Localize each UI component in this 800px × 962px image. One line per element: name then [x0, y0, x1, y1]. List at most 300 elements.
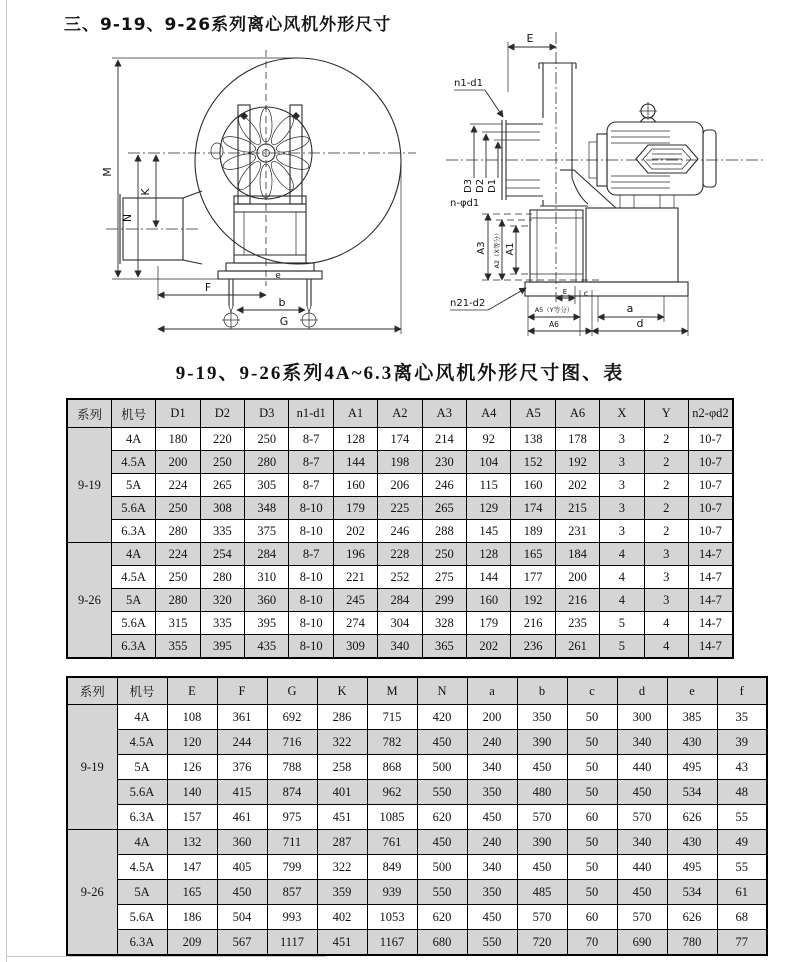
table-cell: 165	[511, 543, 555, 566]
table-cell: 360	[217, 830, 267, 855]
table-cell: 145	[467, 520, 511, 543]
table-cell: 300	[617, 705, 667, 730]
table-cell: 14-7	[688, 566, 733, 589]
table-cell: 230	[422, 451, 466, 474]
column-header: n2-φd2	[688, 399, 733, 428]
column-header: M	[367, 677, 417, 705]
table-cell: 310	[245, 566, 289, 589]
table-cell: 4A	[111, 543, 155, 566]
table-cell: 68	[717, 905, 767, 930]
table-cell: 144	[333, 451, 377, 474]
dimensions-table-1	[66, 398, 734, 659]
table-cell: 450	[467, 805, 517, 830]
table-cell: 340	[378, 635, 422, 659]
table-cell: 49	[717, 830, 767, 855]
table-cell: 250	[156, 497, 200, 520]
column-header: n1-d1	[289, 399, 333, 428]
table-cell: 450	[617, 780, 667, 805]
table-cell: 60	[567, 905, 617, 930]
table-cell: 250	[422, 543, 466, 566]
dim-label-A5: A5（Y等分）	[534, 306, 574, 314]
table-cell: 504	[217, 905, 267, 930]
table-cell: 8-7	[289, 474, 333, 497]
table-cell: 6.3A	[111, 635, 155, 659]
table-cell: 240	[467, 730, 517, 755]
table-cell: 375	[245, 520, 289, 543]
table-row	[67, 780, 767, 805]
table-cell: 50	[567, 780, 617, 805]
table-cell: 305	[245, 474, 289, 497]
table-cell: 550	[417, 780, 467, 805]
table-cell: 500	[417, 855, 467, 880]
table-cell: 244	[217, 730, 267, 755]
table-cell: 962	[367, 780, 417, 805]
table-cell: 3	[600, 520, 644, 543]
table-cell: 128	[467, 543, 511, 566]
table-cell: 50	[567, 705, 617, 730]
table-cell: 157	[167, 805, 217, 830]
table-cell: 359	[317, 880, 367, 905]
column-header: D1	[156, 399, 200, 428]
table-cell: 335	[200, 520, 244, 543]
table-cell: 140	[167, 780, 217, 805]
column-header: D3	[245, 399, 289, 428]
table-row	[67, 451, 733, 474]
table-cell: 8-7	[289, 428, 333, 451]
fan-front-view-diagram	[98, 48, 420, 344]
table-cell: 5A	[117, 880, 167, 905]
dim-label-e: e	[275, 271, 281, 281]
table-cell: 236	[511, 635, 555, 659]
column-header: 机号	[117, 677, 167, 705]
table-cell: 395	[245, 612, 289, 635]
dim-label-K: K	[139, 188, 152, 196]
table-cell: 196	[333, 543, 377, 566]
dim-label-E-top: E	[526, 32, 534, 45]
lifting-eyebolt	[639, 102, 657, 122]
column-header: G	[267, 677, 317, 705]
table-cell: 4	[600, 589, 644, 612]
fan-scroll-casing	[195, 58, 401, 264]
label-n21-d2: n21-d2	[450, 298, 486, 309]
table-cell: 4A	[117, 830, 167, 855]
table-cell: 8-10	[289, 566, 333, 589]
table-cell: 288	[422, 520, 466, 543]
table-cell: 939	[367, 880, 417, 905]
table-cell: 280	[245, 451, 289, 474]
table-cell: 221	[333, 566, 377, 589]
table-cell: 450	[617, 880, 667, 905]
table-cell: 550	[467, 930, 517, 956]
table-cell: 782	[367, 730, 417, 755]
table-cell: 495	[667, 855, 717, 880]
dim-label-A6: A6	[549, 320, 559, 329]
column-header: 机号	[111, 399, 155, 428]
table-cell: 5A	[111, 589, 155, 612]
table-cell: 350	[517, 705, 567, 730]
table-cell: 128	[333, 428, 377, 451]
table-cell: 77	[717, 930, 767, 956]
table-cell: 254	[200, 543, 244, 566]
table-cell: 2	[644, 451, 688, 474]
dim-label-c: c	[583, 289, 589, 298]
table-cell: 104	[467, 451, 511, 474]
dimension-K	[139, 155, 156, 227]
table-cell: 975	[267, 805, 317, 830]
table-cell: 626	[667, 805, 717, 830]
dimensions-table-2	[66, 676, 768, 956]
table-cell: 189	[511, 520, 555, 543]
table-cell: 500	[417, 755, 467, 780]
table-cell: 385	[667, 705, 717, 730]
table-cell: 92	[467, 428, 511, 451]
table-cell: 435	[245, 635, 289, 659]
callout-n21-d2	[450, 288, 526, 310]
dimension-N	[121, 155, 138, 277]
table-cell: 160	[467, 589, 511, 612]
table-cell: 250	[245, 428, 289, 451]
table-cell: 720	[517, 930, 567, 956]
table-cell: 48	[717, 780, 767, 805]
table-cell: 215	[555, 497, 599, 520]
table-cell: 10-7	[688, 451, 733, 474]
table-cell: 8-7	[289, 451, 333, 474]
table-cell: 692	[267, 705, 317, 730]
table-row	[67, 474, 733, 497]
table-cell: 179	[333, 497, 377, 520]
table-cell: 174	[511, 497, 555, 520]
table-cell: 715	[367, 705, 417, 730]
table-cell: 315	[156, 612, 200, 635]
table-cell: 415	[217, 780, 267, 805]
table-cell: 451	[317, 805, 367, 830]
label-n1-d1: n1-d1	[454, 78, 484, 89]
table-row	[67, 635, 733, 659]
table-cell: 180	[156, 428, 200, 451]
table-cell: 220	[200, 428, 244, 451]
table-cell: 5	[600, 612, 644, 635]
dimension-bottom-rows	[528, 286, 688, 336]
table-cell: 200	[555, 566, 599, 589]
table-cell: 322	[317, 730, 367, 755]
dim-label-E-bottom: E	[562, 288, 568, 296]
table-cell: 461	[217, 805, 267, 830]
table-cell: 620	[417, 805, 467, 830]
table-cell: 129	[467, 497, 511, 520]
table-cell: 450	[417, 730, 467, 755]
table-cell: 1085	[367, 805, 417, 830]
table-cell: 401	[317, 780, 367, 805]
table-cell: 55	[717, 805, 767, 830]
table-row	[67, 755, 767, 780]
table-cell: 10-7	[688, 520, 733, 543]
table-cell: 246	[422, 474, 466, 497]
dim-label-G: G	[279, 315, 289, 328]
table-cell: 402	[317, 905, 367, 930]
table-row	[67, 566, 733, 589]
header-row	[67, 399, 733, 428]
dimension-A3-A2-A1	[476, 214, 600, 280]
series-label: 9-19	[67, 428, 111, 543]
dim-label-N: N	[121, 213, 134, 223]
table-cell: 225	[378, 497, 422, 520]
table-cell: 451	[317, 930, 367, 956]
table-cell: 275	[422, 566, 466, 589]
column-header: A4	[467, 399, 511, 428]
table-cell: 570	[617, 805, 667, 830]
table-cell: 280	[156, 520, 200, 543]
table-cell: 144	[467, 566, 511, 589]
table-cell: 788	[267, 755, 317, 780]
table-cell: 799	[267, 855, 317, 880]
table-cell: 4	[600, 543, 644, 566]
table-cell: 265	[200, 474, 244, 497]
column-header: f	[717, 677, 767, 705]
table-cell: 43	[717, 755, 767, 780]
table-cell: 8-10	[289, 612, 333, 635]
table-cell: 361	[217, 705, 267, 730]
table-cell: 4	[644, 635, 688, 659]
outlet-duct	[106, 191, 202, 264]
table-cell: 252	[378, 566, 422, 589]
table-cell: 868	[367, 755, 417, 780]
table-cell: 6.3A	[111, 520, 155, 543]
column-header: 系列	[67, 677, 117, 705]
table-cell: 50	[567, 855, 617, 880]
table-cell: 5.6A	[111, 612, 155, 635]
table-cell: 280	[156, 589, 200, 612]
table-row	[67, 497, 733, 520]
callout-n1-d1	[454, 78, 503, 117]
scan-edge-artifact	[6, 956, 326, 957]
table-cell: 147	[167, 855, 217, 880]
table-row	[67, 520, 733, 543]
table-cell: 4A	[111, 428, 155, 451]
table-cell: 626	[667, 905, 717, 930]
table-cell: 365	[422, 635, 466, 659]
dimension-E-top	[508, 32, 556, 92]
table-cell: 450	[517, 755, 567, 780]
table-cell: 192	[555, 451, 599, 474]
dimension-D3-D2-D1	[463, 124, 506, 193]
column-header: X	[600, 399, 644, 428]
table-cell: 10-7	[688, 428, 733, 451]
table-cell: 61	[717, 880, 767, 905]
table-cell: 115	[467, 474, 511, 497]
table-cell: 304	[378, 612, 422, 635]
page-title: 三、9-19、9-26系列离心风机外形尺寸	[64, 15, 392, 35]
table-cell: 495	[667, 755, 717, 780]
series-label: 9-19	[67, 705, 117, 830]
table-cell: 274	[333, 612, 377, 635]
table-row	[67, 428, 733, 451]
dim-label-A2: A2（X等分）	[493, 229, 501, 269]
table-cell: 320	[200, 589, 244, 612]
table-cell: 390	[517, 830, 567, 855]
table-cell: 376	[217, 755, 267, 780]
table-cell: 450	[417, 830, 467, 855]
table-cell: 202	[333, 520, 377, 543]
table-cell: 350	[467, 780, 517, 805]
dimension-b	[237, 296, 305, 310]
table-cell: 299	[422, 589, 466, 612]
table-cell: 5.6A	[117, 905, 167, 930]
table-cell: 50	[567, 830, 617, 855]
table-cell: 2	[644, 497, 688, 520]
table-cell: 340	[467, 755, 517, 780]
table-cell: 240	[467, 830, 517, 855]
table-row	[67, 805, 767, 830]
table-row	[67, 830, 767, 855]
table-cell: 209	[167, 930, 217, 956]
dim-label-A1: A1	[505, 242, 516, 256]
table-cell: 165	[167, 880, 217, 905]
table-cell: 120	[167, 730, 217, 755]
table-cell: 874	[267, 780, 317, 805]
dim-label-A3: A3	[476, 241, 487, 255]
table-cell: 214	[422, 428, 466, 451]
table-cell: 480	[517, 780, 567, 805]
table-cell: 1167	[367, 930, 417, 956]
table-cell: 3	[600, 474, 644, 497]
table-cell: 174	[378, 428, 422, 451]
table-cell: 5	[600, 635, 644, 659]
table-row	[67, 730, 767, 755]
table-cell: 440	[617, 855, 667, 880]
table-cell: 108	[167, 705, 217, 730]
anchor-bolts	[222, 279, 318, 329]
table-cell: 340	[467, 855, 517, 880]
table-cell: 70	[567, 930, 617, 956]
table-cell: 335	[200, 612, 244, 635]
table-cell: 761	[367, 830, 417, 855]
table-cell: 10-7	[688, 497, 733, 520]
table-cell: 1117	[267, 930, 317, 956]
dim-label-d: d	[636, 317, 644, 330]
table-cell: 138	[511, 428, 555, 451]
table-cell: 620	[417, 905, 467, 930]
column-header: A1	[333, 399, 377, 428]
table-cell: 177	[511, 566, 555, 589]
table-row	[67, 905, 767, 930]
table-cell: 14-7	[688, 635, 733, 659]
table-cell: 160	[333, 474, 377, 497]
table-cell: 50	[567, 730, 617, 755]
dim-label-F: F	[204, 281, 212, 294]
support-pedestal	[525, 170, 688, 296]
table-cell: 5A	[117, 755, 167, 780]
table-cell: 10-7	[688, 474, 733, 497]
table-cell: 184	[555, 543, 599, 566]
table-cell: 216	[511, 612, 555, 635]
table-cell: 420	[417, 705, 467, 730]
column-header: A3	[422, 399, 466, 428]
column-header: A2	[378, 399, 422, 428]
series-label: 9-26	[67, 830, 117, 956]
table-cell: 178	[555, 428, 599, 451]
table-cell: 132	[167, 830, 217, 855]
table-cell: 716	[267, 730, 317, 755]
table-cell: 3	[644, 589, 688, 612]
table-cell: 179	[467, 612, 511, 635]
table-cell: 570	[617, 905, 667, 930]
table-cell: 4.5A	[111, 566, 155, 589]
column-header: b	[517, 677, 567, 705]
table-cell: 3	[600, 497, 644, 520]
table-row	[67, 855, 767, 880]
table-cell: 2	[644, 520, 688, 543]
dim-label-D1: D1	[487, 178, 498, 193]
table-cell: 6.3A	[117, 805, 167, 830]
figure-table-subtitle: 9-19、9-26系列4A~6.3离心风机外形尺寸图、表	[175, 363, 625, 384]
table-cell: 265	[422, 497, 466, 520]
table-cell: 993	[267, 905, 317, 930]
table-cell: 50	[567, 880, 617, 905]
table-cell: 200	[467, 705, 517, 730]
table-cell: 235	[555, 612, 599, 635]
table-cell: 14-7	[688, 612, 733, 635]
column-header: E	[167, 677, 217, 705]
table-cell: 849	[367, 855, 417, 880]
dim-label-a: a	[626, 302, 634, 315]
table-cell: 152	[511, 451, 555, 474]
table-cell: 3	[600, 428, 644, 451]
table-cell: 405	[217, 855, 267, 880]
table-cell: 857	[267, 880, 317, 905]
column-header: 系列	[67, 399, 111, 428]
table-cell: 126	[167, 755, 217, 780]
table-cell: 450	[517, 855, 567, 880]
table-cell: 1053	[367, 905, 417, 930]
table-cell: 250	[200, 451, 244, 474]
table-cell: 14-7	[688, 543, 733, 566]
table-cell: 5.6A	[117, 780, 167, 805]
column-header: A6	[555, 399, 599, 428]
table-cell: 4	[644, 612, 688, 635]
table-cell: 50	[567, 755, 617, 780]
scroll-side-profile	[539, 63, 588, 206]
table-cell: 534	[667, 780, 717, 805]
dimension-M	[101, 58, 298, 279]
table-row	[67, 705, 767, 730]
series-label: 9-26	[67, 543, 111, 659]
table-cell: 690	[617, 930, 667, 956]
table-cell: 286	[317, 705, 367, 730]
table-cell: 570	[517, 805, 567, 830]
label-n-phi-d1: n-φd1	[450, 198, 480, 209]
table-cell: 450	[217, 880, 267, 905]
table-cell: 216	[555, 589, 599, 612]
table-cell: 14-7	[688, 589, 733, 612]
column-header: F	[217, 677, 267, 705]
table-cell: 284	[245, 543, 289, 566]
table-cell: 246	[378, 520, 422, 543]
table-cell: 55	[717, 855, 767, 880]
table-cell: 328	[422, 612, 466, 635]
dim-label-D2: D2	[475, 178, 486, 193]
table-row	[67, 612, 733, 635]
dim-label-M: M	[101, 167, 114, 177]
fan-side-view-diagram	[440, 28, 772, 346]
table-cell: 680	[417, 930, 467, 956]
table-cell: 3	[644, 566, 688, 589]
table-cell: 258	[317, 755, 367, 780]
table-cell: 35	[717, 705, 767, 730]
table-cell: 6.3A	[117, 930, 167, 956]
column-header: K	[317, 677, 367, 705]
table-cell: 440	[617, 755, 667, 780]
table-cell: 711	[267, 830, 317, 855]
